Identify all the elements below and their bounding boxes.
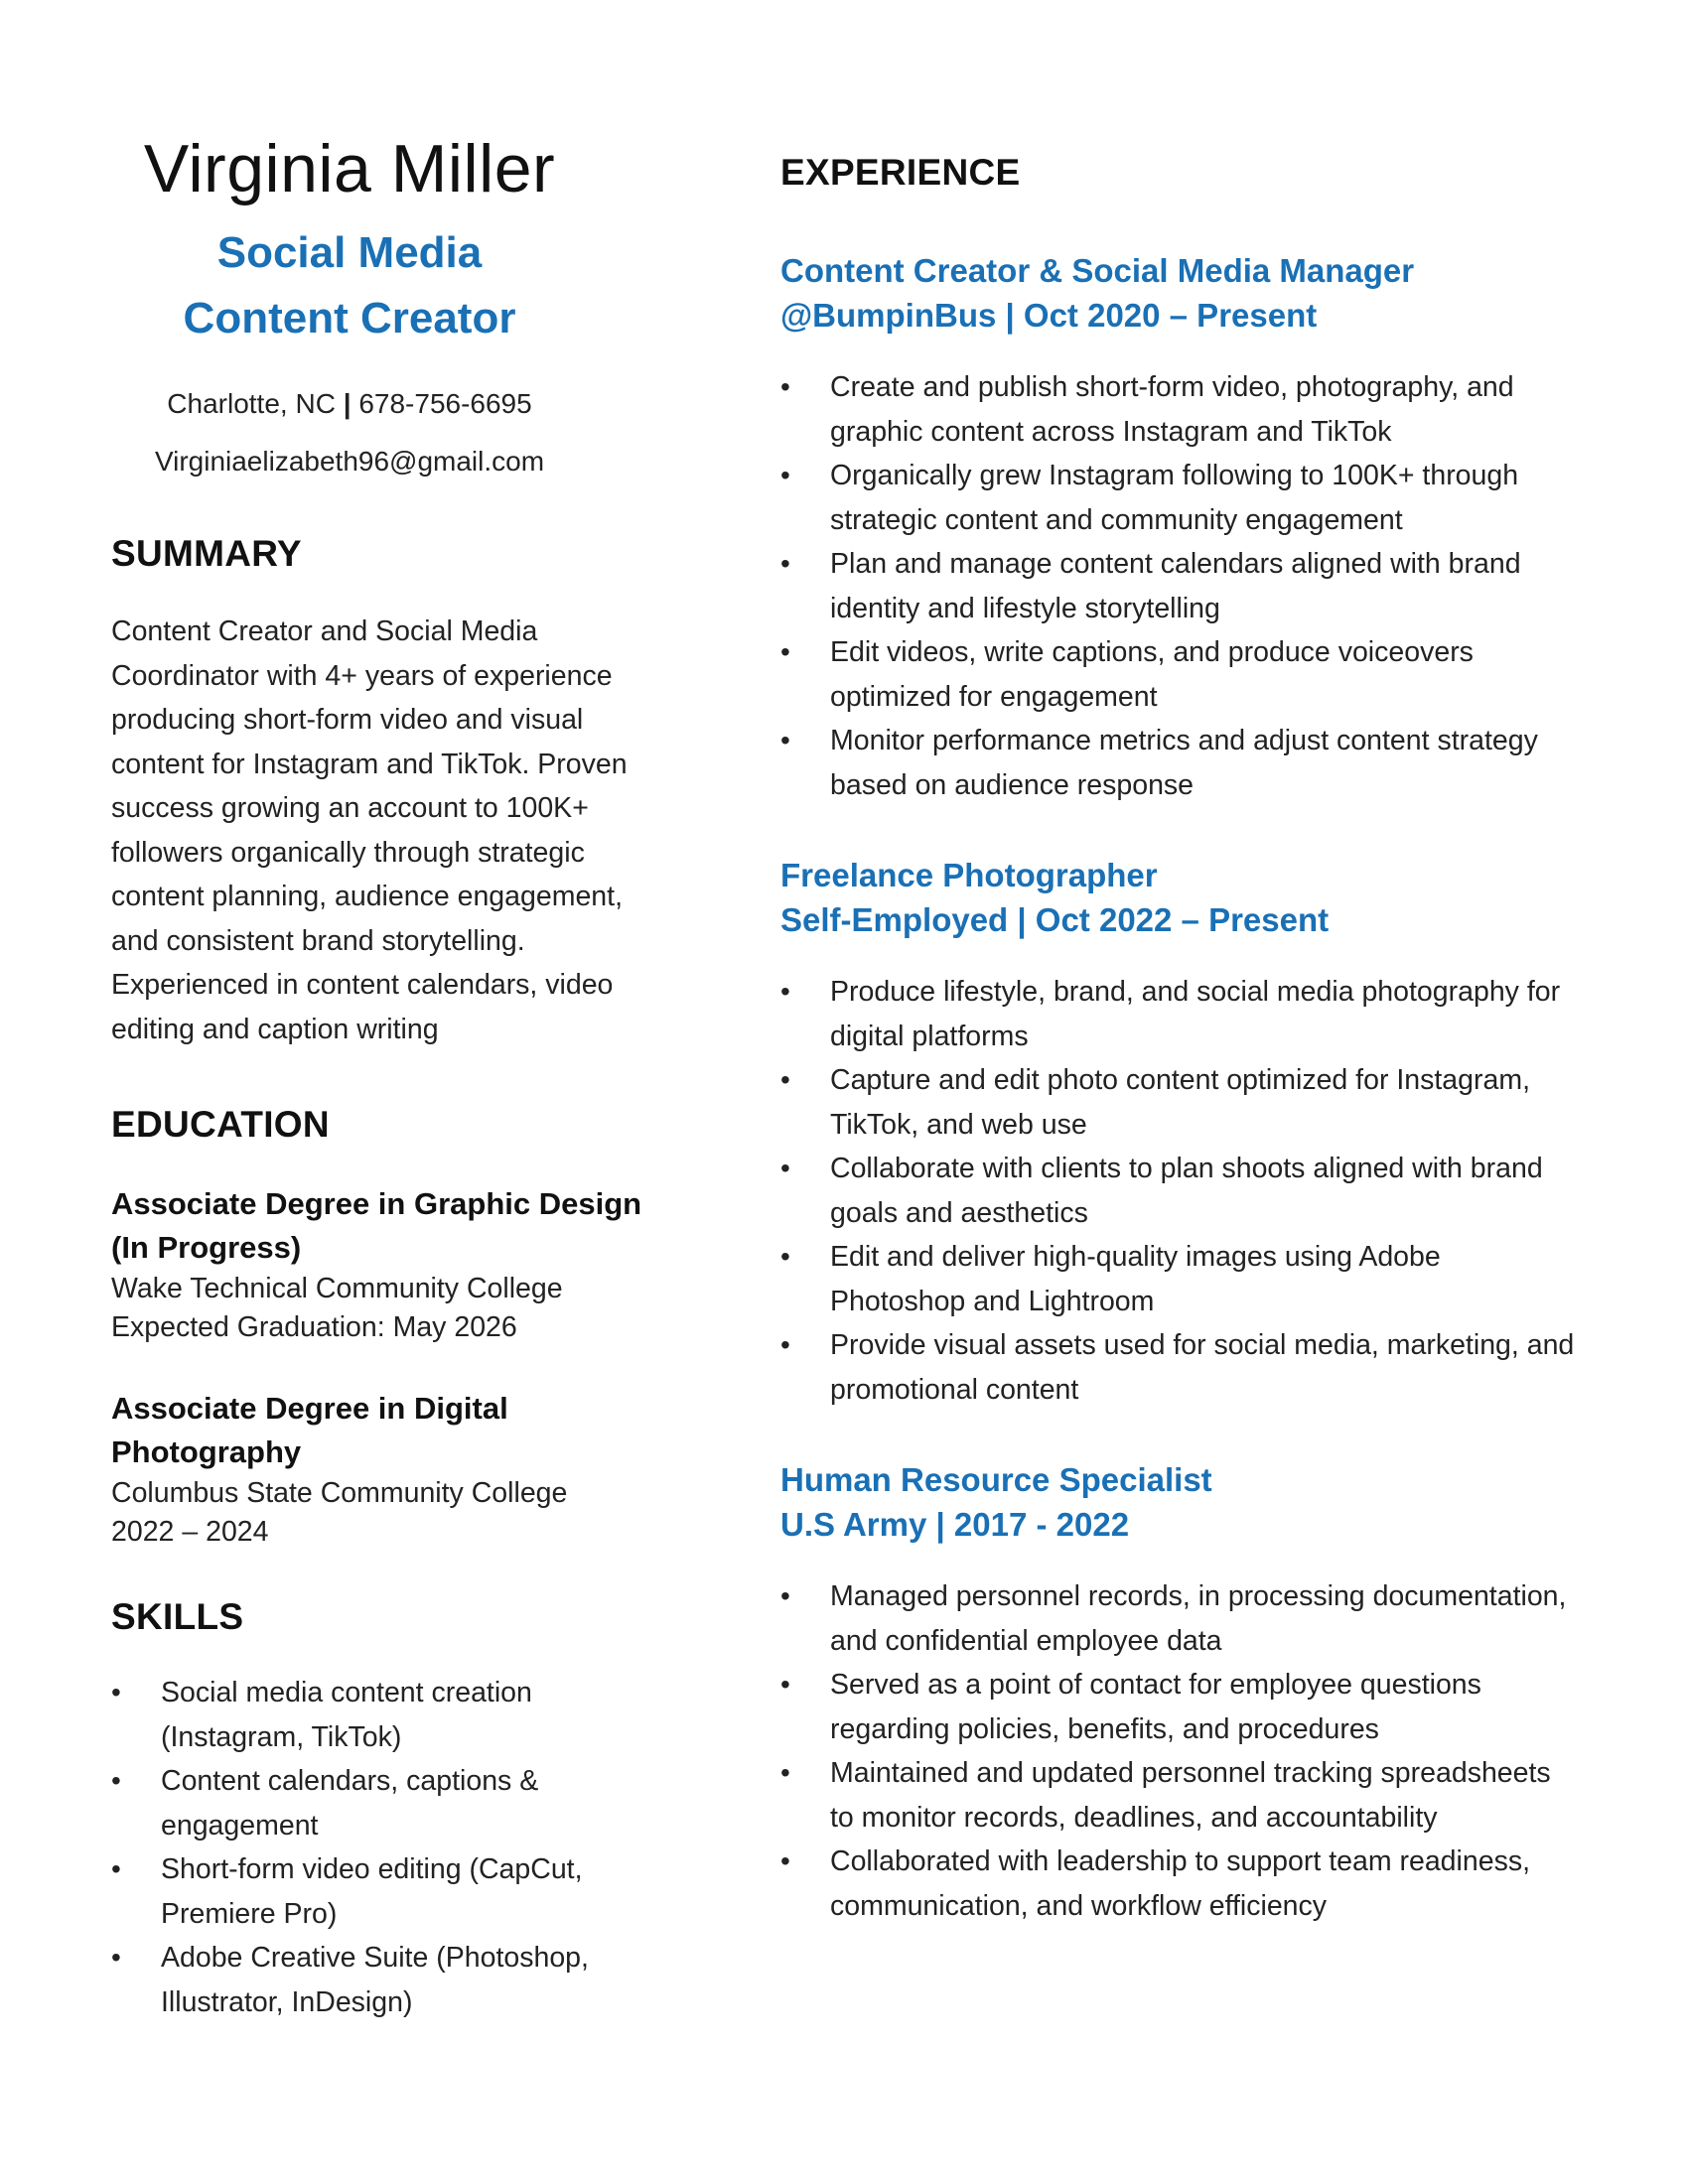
job-entry: [780, 248, 1605, 807]
summary-line: producing short-form video and visual: [111, 704, 584, 736]
job-bullet: [780, 1323, 1605, 1412]
job-bullet: [780, 365, 1605, 454]
bullet-line: TikTok, and web use: [830, 1108, 1087, 1141]
skill-line: • Content calendars, captions &: [161, 1765, 539, 1797]
job-title-line-1: Social Media: [216, 228, 483, 277]
bullet-line: to monitor records, deadlines, and accountability: [830, 1801, 1438, 1834]
degree-entry: [111, 1387, 667, 1552]
summary-heading: SUMMARY: [111, 533, 302, 574]
bullet-line: promotional content: [830, 1373, 1079, 1406]
skill-line: • Adobe Creative Suite (Photoshop,: [161, 1942, 589, 1974]
bullet-line: • Monitor performance metrics and adjust content strategy: [830, 725, 1538, 756]
bullet-line: • Edit videos, write captions, and produce voiceovers: [830, 636, 1474, 668]
summary-line: content planning, audience engagement,: [111, 881, 623, 912]
bullet-line: • Managed personnel records, in processing documentation,: [830, 1580, 1567, 1612]
skill-line: engagement: [161, 1809, 319, 1842]
contact-location-phone: [111, 375, 588, 433]
email: Virginiaelizabeth96@gmail.com: [154, 446, 545, 477]
bullet-line: regarding policies, benefits, and procedures: [830, 1712, 1379, 1745]
summary-line: success growing an account to 100K+: [111, 792, 589, 824]
left-column: [111, 127, 667, 2024]
bullet-line: • Provide visual assets used for social media, marketing, and: [830, 1329, 1575, 1361]
bullet-line: • Collaborate with clients to plan shoots aligned with brand: [830, 1153, 1543, 1184]
job-bullets: [780, 365, 1605, 807]
bullet-line: graphic content across Instagram and TikTok: [830, 415, 1392, 448]
bullet-line: identity and lifestyle storytelling: [830, 592, 1220, 624]
bullet-line: based on audience response: [830, 768, 1195, 801]
degree-dates: Expected Graduation: May 2026: [111, 1311, 517, 1343]
job-bullet: [780, 1147, 1605, 1235]
summary-text: [111, 610, 667, 1051]
bullet-line: • Served as a point of contact for employee questions: [830, 1669, 1481, 1701]
education-heading: EDUCATION: [111, 1104, 330, 1145]
job-employer-dates: Self-Employed | Oct 2022 – Present: [780, 901, 1330, 938]
job-bullets: [780, 1574, 1605, 1928]
location: Charlotte, NC: [167, 388, 336, 419]
bullet-line: • Organically grew Instagram following to 100K+ through: [830, 460, 1519, 491]
bullet-line: • Edit and deliver high-quality images using Adobe: [830, 1241, 1441, 1273]
summary-line: followers organically through strategic: [111, 836, 585, 869]
candidate-name: Virginia Miller: [143, 131, 556, 206]
phone: 678-756-6695: [358, 388, 532, 419]
skill-item: [111, 1847, 667, 1936]
bullet-line: strategic content and community engagement: [830, 503, 1403, 536]
job-title: Freelance Photographer: [780, 857, 1158, 893]
job-bullet: [780, 719, 1605, 807]
job-bullet: [780, 454, 1605, 542]
job-bullets: [780, 970, 1605, 1412]
degree-school: Columbus State Community College: [111, 1477, 568, 1509]
skill-line: Premiere Pro): [161, 1897, 338, 1930]
bullet-line: • Maintained and updated personnel tracking spreadsheets: [830, 1757, 1551, 1789]
job-title-line-2: Content Creator: [183, 294, 516, 342]
job-bullet: [780, 1663, 1605, 1751]
bullet-line: • Capture and edit photo content optimized for Instagram,: [830, 1064, 1530, 1096]
job-bullet: [780, 1235, 1605, 1323]
job-title: Content Creator & Social Media Manager: [780, 252, 1415, 289]
degree-school: Wake Technical Community College: [111, 1273, 563, 1304]
bullet-line: • Produce lifestyle, brand, and social media photography for: [830, 976, 1561, 1008]
skill-item: [111, 1671, 667, 1759]
skill-line: • Social media content creation: [161, 1677, 532, 1708]
bullet-line: digital platforms: [830, 1020, 1029, 1052]
skill-line: Illustrator, InDesign): [161, 1985, 413, 2018]
bullet-line: • Plan and manage content calendars aligned with brand: [830, 548, 1521, 580]
degree-title: Photography: [111, 1434, 302, 1469]
degree-title: Associate Degree in Digital: [111, 1391, 508, 1426]
bullet-line: • Collaborated with leadership to support team readiness,: [830, 1845, 1530, 1877]
skill-item: [111, 1936, 667, 2024]
skill-line: • Short-form video editing (CapCut,: [161, 1853, 583, 1885]
bullet-line: • Create and publish short-form video, photography, and: [830, 371, 1514, 403]
job-bullet: [780, 1840, 1605, 1928]
bullet-line: communication, and workflow efficiency: [830, 1889, 1328, 1922]
job-bullet: [780, 542, 1605, 630]
degree-title: (In Progress): [111, 1230, 302, 1265]
job-title: Human Resource Specialist: [780, 1461, 1212, 1498]
summary-line: editing and caption writing: [111, 1013, 439, 1045]
skills-heading: SKILLS: [111, 1596, 244, 1637]
job-entry: [780, 1457, 1605, 1928]
job-bullet: [780, 1058, 1605, 1147]
contact-separator: |: [343, 388, 352, 419]
degree-title: Associate Degree in Graphic Design: [111, 1186, 642, 1221]
bullet-line: and confidential employee data: [830, 1624, 1222, 1657]
job-bullet: [780, 1751, 1605, 1840]
skills-list: [111, 1671, 667, 2024]
bullet-line: goals and aesthetics: [830, 1196, 1088, 1229]
job-employer-dates: U.S Army | 2017 - 2022: [780, 1506, 1130, 1543]
skill-item: [111, 1759, 667, 1847]
right-column: [780, 149, 1605, 1928]
summary-line: content for Instagram and TikTok. Proven: [111, 748, 628, 780]
bullet-line: Photoshop and Lightroom: [830, 1285, 1155, 1317]
degree-entry: [111, 1182, 667, 1347]
job-employer-dates: @BumpinBus | Oct 2020 – Present: [780, 297, 1318, 334]
skill-line: (Instagram, TikTok): [161, 1720, 402, 1753]
job-entry: [780, 853, 1605, 1412]
summary-line: Experienced in content calendars, video: [111, 969, 614, 1001]
summary-line: Coordinator with 4+ years of experience: [111, 659, 613, 692]
bullet-line: optimized for engagement: [830, 680, 1158, 713]
degree-dates: 2022 – 2024: [111, 1516, 269, 1548]
experience-heading: EXPERIENCE: [780, 152, 1021, 193]
job-bullet: [780, 630, 1605, 719]
summary-line: and consistent brand storytelling.: [111, 924, 525, 957]
job-bullet: [780, 970, 1605, 1058]
job-bullet: [780, 1574, 1605, 1663]
summary-line: Content Creator and Social Media: [111, 615, 538, 647]
